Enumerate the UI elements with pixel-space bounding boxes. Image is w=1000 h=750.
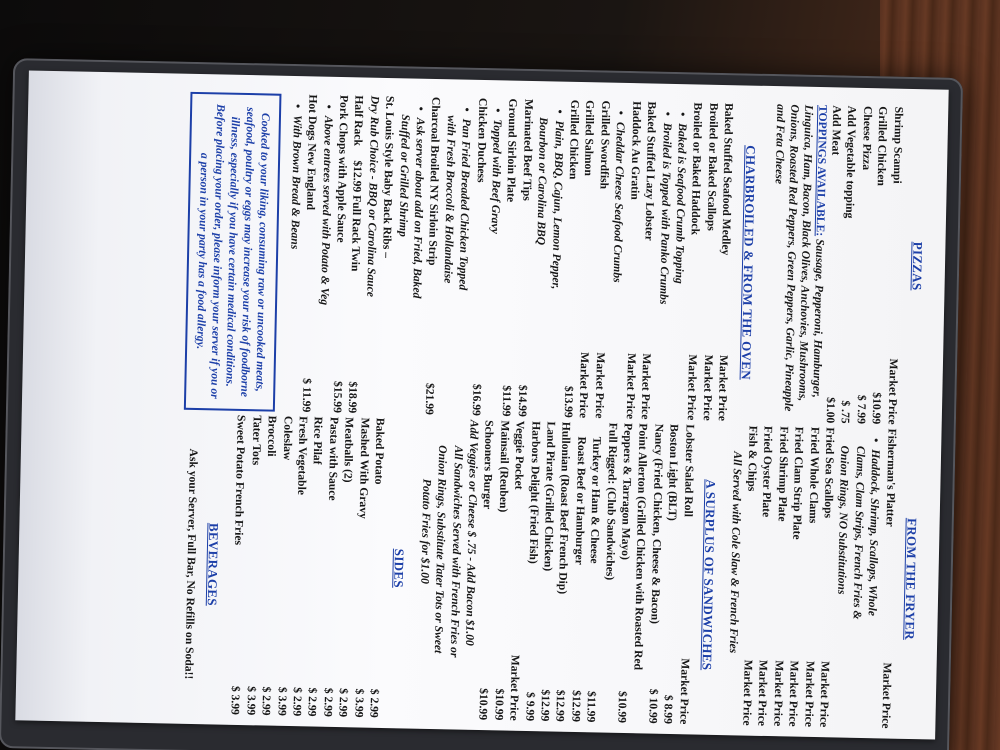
- item-name: Shrimp Scampi: [890, 106, 905, 184]
- sandwiches-list: [414, 419, 698, 725]
- item-price: Market Price: [878, 662, 894, 729]
- item-name: Grilled Swordfish: [597, 100, 613, 190]
- item-price: Market Price: [685, 354, 700, 421]
- item-price: $18.99: [346, 381, 360, 414]
- item-description: • Broiled is Topped with Panko Crumbs: [653, 102, 675, 420]
- menu-note: Bourbon or Carolina BBQ: [534, 117, 551, 246]
- item-price: $ 7.99: [854, 394, 869, 425]
- item-description: • Cheddar Cheese Seafood Crumbs: [607, 101, 629, 419]
- item-price: Market Price: [740, 659, 755, 726]
- item-name: Peppers & Tarragon Mayo): [618, 422, 635, 561]
- item-name: Fisherman's Platter: [883, 428, 899, 527]
- left-column: [184, 92, 934, 426]
- toppings-note: [766, 104, 829, 423]
- item-name: Full Rigged: (Club Sandwiches): [603, 422, 620, 581]
- item-description: • Haddock, Shrimp, Scallops, Whole: [862, 428, 884, 728]
- menu-note: Onion Rings, Substitute Tater Tots or Sweet: [432, 445, 450, 654]
- pizzas-heading: PIZZAS: [909, 241, 926, 291]
- menu-sheet: [15, 70, 948, 739]
- item-price: Market Price: [771, 660, 786, 727]
- item-name: Marinated Beef Tips: [520, 98, 536, 202]
- item-name: St. Louis Style Baby Back Ribs –: [380, 95, 397, 259]
- right-column: [180, 414, 928, 729]
- fryer-list: [723, 425, 899, 728]
- item-name: Pasta with Sauce: [325, 416, 341, 501]
- item-name: Fried Oyster Plate: [760, 425, 775, 518]
- item-name: Pork Chops with Apple Sauce: [334, 94, 351, 243]
- item-name: Fried Clam Strip Plate: [790, 426, 806, 540]
- item-price: $12.99: [553, 689, 568, 722]
- sides-heading: SIDES: [391, 548, 408, 588]
- item-name: Baked Potato: [372, 417, 387, 485]
- item-name: Fried Whole Clams: [806, 426, 822, 524]
- item-price: $10.99: [492, 688, 506, 721]
- item-name: Broccoli: [265, 415, 279, 457]
- item-name: Hot Dogs New England: [304, 94, 320, 211]
- item-description: • Topped with Beef Gravy: [483, 98, 505, 416]
- item-price: $ 9.99: [523, 691, 537, 722]
- item-price: $13.99: [561, 385, 576, 418]
- item-price: $ 8.99: [661, 694, 676, 725]
- menu-note: Add Veggies or Cheese $ .75 - Add Bacon $1.00: [462, 419, 481, 646]
- item-price: [599, 717, 615, 723]
- item-price: $ 3.99: [228, 685, 243, 716]
- item-name: Roast Beef or Hamburger: [572, 421, 589, 565]
- item-description: • Pan Fried Breaded Chicken Topped: [453, 97, 475, 415]
- beverages-heading: BEVERAGES: [204, 522, 222, 606]
- item-name: Ground Sirloin Plate: [504, 98, 520, 203]
- item-price: $16.99: [469, 383, 484, 417]
- item-price: $ 2.99: [305, 687, 320, 717]
- item-price: $ 10.99: [646, 688, 660, 724]
- item-name: Fried Shrimp Plate: [775, 426, 791, 522]
- item-price: $21.99: [423, 382, 437, 416]
- item-name: Chicken Duchess: [474, 97, 490, 183]
- item-name: Hullonian (Roast Beef French Dip): [556, 421, 574, 595]
- item-price: $10.99: [869, 392, 884, 425]
- menu-note: Potato Fries for $1.00: [418, 478, 434, 584]
- item-price: Market Price: [801, 660, 817, 728]
- item-name: Tater Tots: [249, 415, 264, 466]
- charbroiled-list: [283, 94, 736, 421]
- item-name: Nancy (Fried Chicken, Cheese & Bacon): [648, 423, 666, 625]
- item-description: • Plain, BBQ, Cajun, Lemon Pepper,: [545, 99, 567, 417]
- item-price: $11.99: [500, 385, 514, 417]
- item-price: Market Price: [677, 658, 692, 725]
- toppings-label: TOPPINGS AVAILABLE:: [813, 104, 829, 237]
- item-price: $10.99: [615, 690, 630, 724]
- item-price: $ 3.99: [352, 688, 366, 718]
- menu-note: with Fresh Broccoli & Hollandaise: [441, 115, 458, 284]
- item-name: Rice Pilaf: [311, 416, 326, 465]
- item-name: Sweet Potato French Fries: [232, 414, 249, 546]
- menu-note: Dry Rub Choice - BBQ or Carolina Sauce: [364, 95, 382, 298]
- item-price: Market Price: [817, 661, 832, 728]
- item-name: Turkey or Ham & Cheese: [587, 422, 604, 564]
- item-price: Market Price: [507, 654, 523, 721]
- item-name: Haddock Au Gratin: [628, 101, 644, 200]
- item-price: Market Price: [786, 660, 801, 727]
- item-price: [629, 717, 645, 723]
- item-name: Meatballs (2): [341, 417, 356, 483]
- item-name: Fresh Vegetable: [295, 416, 310, 496]
- item-price: $ 2.99: [290, 687, 305, 717]
- item-description: • With Brown Bread & Beans: [283, 94, 305, 412]
- pizzas-list: [822, 105, 906, 425]
- item-name: Broiled or Baked Haddock: [688, 102, 705, 236]
- fryer-heading: FROM THE FRYER: [902, 517, 920, 641]
- menu-note: Onion Rings, NO Substitutions: [835, 445, 852, 595]
- item-price: [376, 408, 392, 414]
- item-price: Market Price: [715, 354, 731, 422]
- item-name: Coleslaw: [280, 415, 295, 461]
- item-name: Grilled Salmon: [582, 100, 597, 177]
- item-price: Market Price: [638, 353, 654, 420]
- item-price: $ .75: [839, 400, 853, 424]
- charbroiled-heading: CHARBROILED & FROM THE OVEN: [738, 145, 759, 381]
- sandwiches-heading: A SURPLUS OF SANDWICHES: [699, 479, 719, 671]
- beverages-note: Ask your Server, Full Bar, No Refills on Soda!!: [181, 448, 200, 680]
- item-description: • Ask server about add on Fried, Baked: [406, 96, 428, 414]
- item-price: $ 2.99: [259, 686, 274, 716]
- item-price: $10.99: [476, 688, 491, 721]
- item-name: Schooners Burger: [481, 420, 497, 510]
- item-name: Fried Sea Scallops: [821, 427, 837, 519]
- item-name: Baked Stuffed Seafood Medley: [719, 102, 736, 256]
- food-allergy-warning: Cooked to your liking, consuming raw or uncooked meats, seafood, poultry or eggs may increase your risk of foodborne illness, especially if you have certain medical conditions. Before placing your order, please inform your server if you or a person in your party has a food allergy.: [184, 92, 282, 412]
- sides-list: [227, 415, 387, 718]
- menu-page: [15, 70, 948, 739]
- item-price: Market Price: [885, 358, 900, 425]
- toppings-text: Sausage, Pepperoni, Hamburger, Linguica, Ham, Bacon, Black Olives, Anchovies, Mushrooms, Onions, Roasted Red Peppers, Green Peppers, Garlic, Pineapple and Feta Cheese: [772, 104, 827, 412]
- item-price: $1.00: [823, 397, 838, 424]
- item-name: Lobster Salad Roll: [681, 424, 697, 518]
- item-name: Fish & Chips: [745, 425, 760, 492]
- item-price: $ 3.99: [275, 686, 289, 717]
- menu-note: All Sandwiches Served with French Fries or: [447, 445, 465, 658]
- menu-note: Stuffed or Grilled Shrimp: [396, 114, 412, 237]
- item-name: Veggie Pocket: [512, 420, 527, 490]
- item-name: Harbors Delight (Fried Fish): [526, 420, 543, 564]
- menu-note: All Served with Cole Slaw & French Fries: [726, 451, 744, 654]
- item-price: Market Price: [755, 659, 771, 727]
- item-description: • Baked is Seafood Crumb Topping: [668, 102, 690, 420]
- item-name: Broiled or Baked Scallops: [704, 102, 721, 231]
- item-name: Cheese Pizza: [859, 105, 875, 171]
- item-name: Half Rack $12.99 Full Rack Twin: [349, 95, 366, 272]
- item-price: $14.99: [515, 384, 530, 417]
- item-name: Boston Light (BLT): [665, 423, 681, 522]
- item-name: Add Meat: [829, 105, 844, 156]
- item-name: Mashed With Gravy: [356, 417, 372, 520]
- item-price: Market Price: [577, 352, 592, 419]
- item-name: Grilled Chicken: [874, 106, 890, 187]
- item-name: Mainsail (Reuben): [496, 420, 512, 513]
- item-name: Point Allerton (Grilled Chicken with Roasted Red: [631, 423, 651, 671]
- item-description: • Above entrees served with Potato & Veg: [314, 95, 336, 413]
- item-name: Land Pirate (Grilled Chicken): [541, 421, 558, 572]
- item-price: $ 3.99: [244, 686, 258, 716]
- item-name: Charcoal Broiled NY Sirloin Strip: [426, 96, 443, 266]
- item-price: $12.99: [569, 690, 583, 723]
- item-price: $ 2.99: [336, 688, 351, 718]
- item-price: $ 11.99: [299, 378, 314, 413]
- menu-note: Clams, Clam Strips, French Fries &: [850, 445, 868, 620]
- item-name: Add Vegetable topping: [843, 105, 859, 219]
- item-name: Grilled Chicken: [566, 99, 582, 180]
- item-price: Market Price: [623, 352, 638, 420]
- item-price: Market Price: [700, 354, 715, 421]
- item-name: Baked Stuffed Lazy Lobster: [642, 101, 659, 242]
- item-price: $ 2.99: [321, 687, 335, 717]
- item-price: $ 2.99: [367, 688, 382, 718]
- item-price: $11.99: [584, 690, 599, 723]
- item-price: $12.99: [538, 689, 553, 722]
- item-price: $15.99: [330, 380, 345, 414]
- item-price: Market Price: [592, 352, 608, 419]
